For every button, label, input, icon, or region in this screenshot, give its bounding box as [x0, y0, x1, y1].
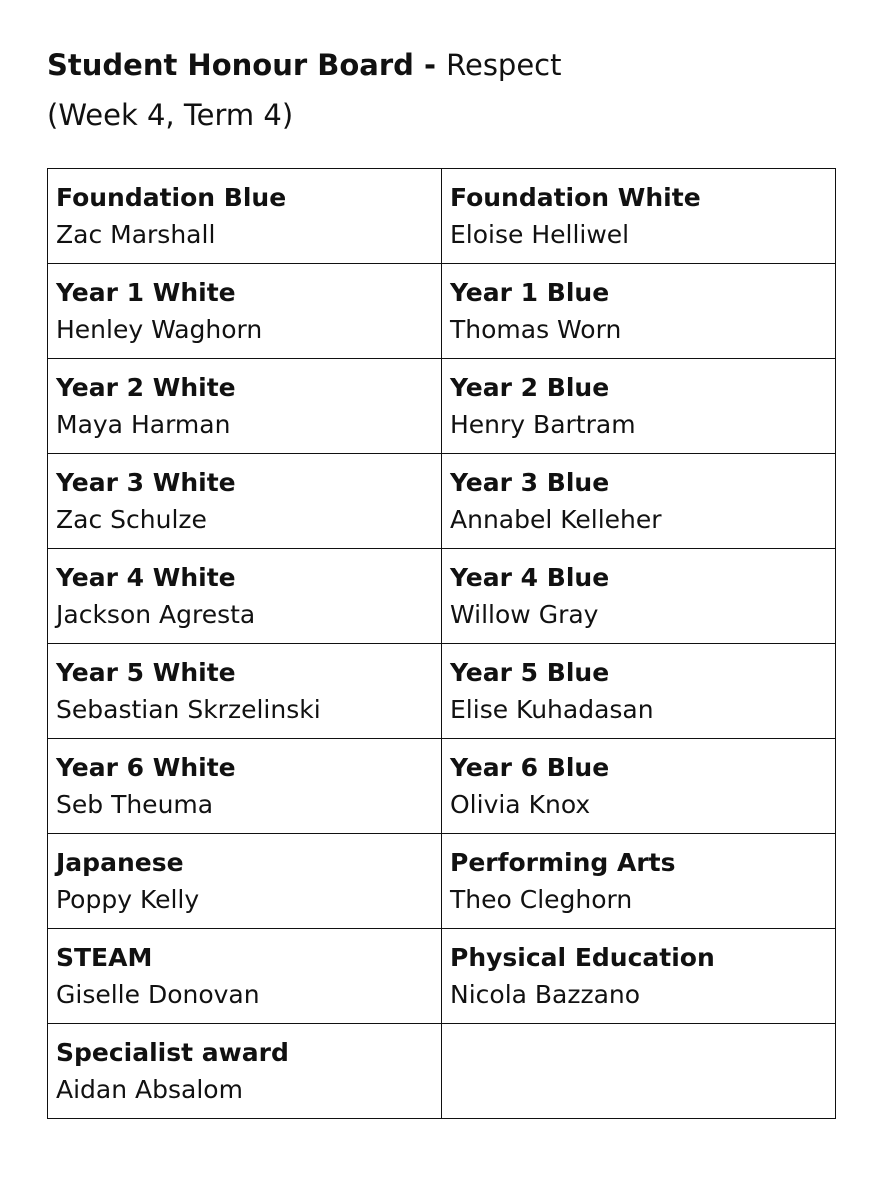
table-cell — [442, 739, 836, 834]
table-cell — [442, 644, 836, 739]
student-name: Poppy Kelly — [56, 885, 200, 914]
table-cell — [48, 834, 442, 929]
student-name: Thomas Worn — [450, 315, 622, 344]
table-cell — [48, 169, 442, 264]
table-row — [48, 929, 836, 1024]
table-row — [48, 359, 836, 454]
student-name: Maya Harman — [56, 410, 231, 439]
award-category: STEAM — [56, 943, 153, 972]
title-value: Respect — [446, 48, 562, 82]
award-category: Foundation White — [450, 183, 701, 212]
page-title — [47, 40, 562, 90]
table-cell — [48, 739, 442, 834]
table-cell — [48, 929, 442, 1024]
award-category: Year 3 White — [56, 468, 236, 497]
student-name: Elise Kuhadasan — [450, 695, 654, 724]
award-category: Japanese — [56, 848, 184, 877]
student-name: Jackson Agresta — [56, 600, 256, 629]
student-name: Olivia Knox — [450, 790, 591, 819]
award-category: Performing Arts — [450, 848, 676, 877]
student-name: Nicola Bazzano — [450, 980, 641, 1009]
award-category: Year 1 White — [56, 278, 236, 307]
student-name: Eloise Helliwel — [450, 220, 630, 249]
award-category: Year 6 White — [56, 753, 236, 782]
table-row — [48, 739, 836, 834]
table-cell — [48, 644, 442, 739]
table-cell — [442, 264, 836, 359]
honour-board-table — [47, 168, 836, 1119]
student-name: Henley Waghorn — [56, 315, 263, 344]
table-row — [48, 644, 836, 739]
student-name: Aidan Absalom — [56, 1075, 243, 1104]
table-cell — [442, 454, 836, 549]
table-cell — [48, 359, 442, 454]
student-name: Giselle Donovan — [56, 980, 260, 1009]
award-category: Year 5 White — [56, 658, 236, 687]
award-category: Year 4 Blue — [450, 563, 610, 592]
award-category: Physical Education — [450, 943, 715, 972]
award-category: Specialist award — [56, 1038, 289, 1067]
table-cell — [442, 359, 836, 454]
table-cell — [442, 549, 836, 644]
student-name: Henry Bartram — [450, 410, 636, 439]
student-name: Seb Theuma — [56, 790, 214, 819]
student-name: Annabel Kelleher — [450, 505, 662, 534]
table-cell — [442, 169, 836, 264]
award-category: Year 6 Blue — [450, 753, 610, 782]
table-row — [48, 454, 836, 549]
table-cell — [48, 1024, 442, 1119]
award-category: Year 2 Blue — [450, 373, 610, 402]
student-name: Sebastian Skrzelinski — [56, 695, 321, 724]
award-category: Year 5 Blue — [450, 658, 610, 687]
award-category: Year 4 White — [56, 563, 236, 592]
title-bold: Student Honour Board - — [47, 48, 447, 82]
table-row — [48, 834, 836, 929]
award-category: Year 2 White — [56, 373, 236, 402]
student-name: Willow Gray — [450, 600, 599, 629]
table-cell — [48, 454, 442, 549]
award-category: Year 1 Blue — [450, 278, 610, 307]
table-row — [48, 549, 836, 644]
student-name: Zac Schulze — [56, 505, 207, 534]
table-cell — [48, 264, 442, 359]
table-row — [48, 1024, 836, 1119]
award-category: Foundation Blue — [56, 183, 287, 212]
table-cell — [48, 549, 442, 644]
student-name: Theo Cleghorn — [450, 885, 633, 914]
table-cell — [442, 834, 836, 929]
award-category: Year 3 Blue — [450, 468, 610, 497]
table-cell — [442, 929, 836, 1024]
student-name: Zac Marshall — [56, 220, 216, 249]
table-cell-empty — [442, 1024, 836, 1119]
table-row — [48, 169, 836, 264]
table-row — [48, 264, 836, 359]
page-heading — [47, 40, 562, 140]
page-subtitle: (Week 4, Term 4) — [47, 98, 294, 132]
